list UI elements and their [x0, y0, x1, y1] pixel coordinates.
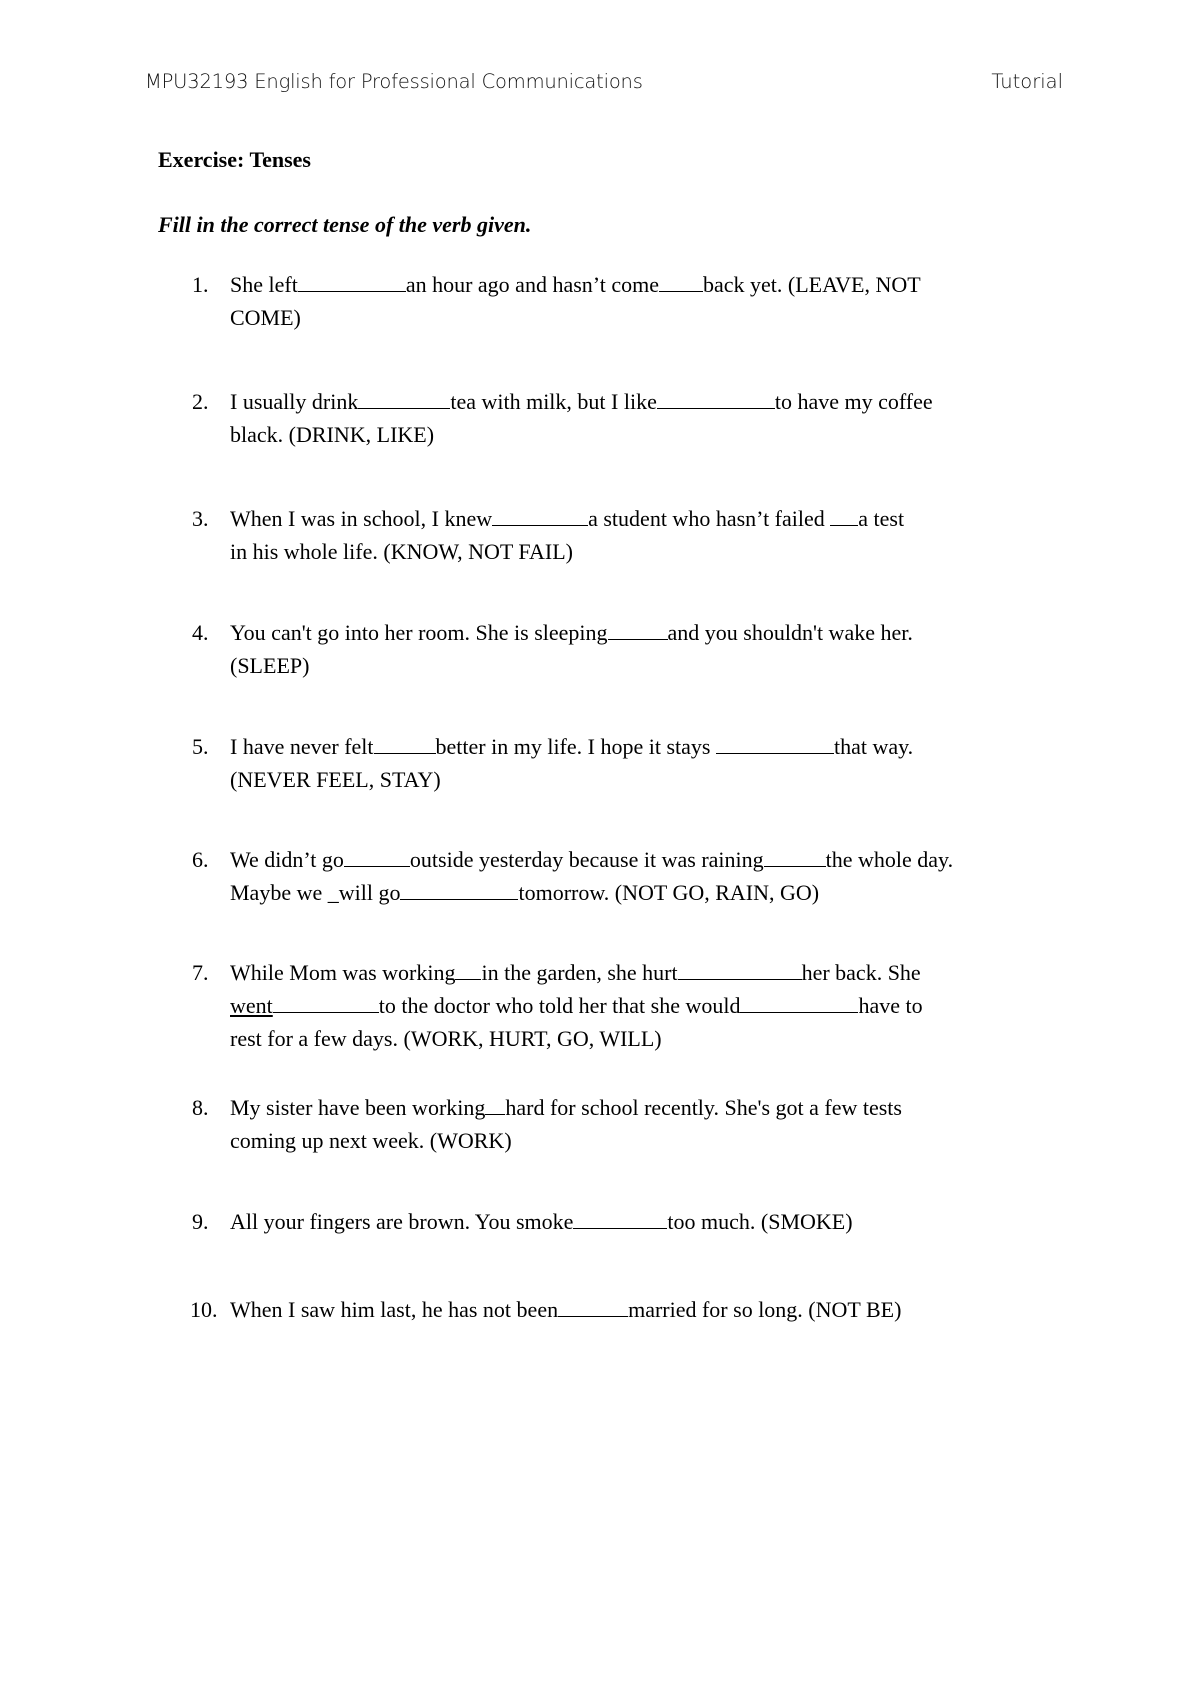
question-text [230, 616, 1060, 682]
question-text-segment: COME) [230, 305, 301, 330]
question-text-segment: (SLEEP) [230, 653, 310, 678]
question-text [230, 268, 1060, 334]
question-text-segment: the whole day. [825, 847, 954, 872]
question-text-segment: in his whole life. (KNOW, NOT FAIL) [230, 539, 573, 564]
question-text-segment: hard for school recently. She's got a few tests [505, 1095, 902, 1120]
question-text-segment: (NEVER FEEL, STAY) [230, 767, 441, 792]
question-text-segment: have to [858, 993, 923, 1018]
question-text-segment: While Mom was working [230, 960, 456, 985]
answer-blank[interactable] [273, 992, 379, 1013]
answer-blank[interactable] [558, 1296, 628, 1317]
answer-blank[interactable] [830, 505, 858, 526]
answer-blank[interactable] [573, 1208, 667, 1229]
question-number: 9. [192, 1209, 209, 1234]
exercise-instruction: Fill in the correct tense of the verb given. [158, 212, 532, 237]
question-text-segment: tomorrow. (NOT GO, RAIN, GO) [518, 880, 820, 905]
header-label: Tutorial [991, 70, 1063, 93]
question-text-segment: Maybe we _will go [230, 880, 401, 905]
answer-blank[interactable] [374, 733, 436, 754]
question-text-segment: back yet. (LEAVE, NOT [702, 272, 921, 297]
question-text-segment: tea with milk, but I like [450, 389, 657, 414]
answer-blank[interactable] [358, 388, 450, 409]
question-text-segment: You can't go into her room. She is sleeping [230, 620, 608, 645]
question-number: 4. [192, 620, 209, 645]
question-text-segment: a student who hasn’t failed [588, 506, 831, 531]
question-number: 7. [192, 960, 209, 985]
answer-blank[interactable] [298, 271, 406, 292]
question-text-segment: rest for a few days. (WORK, HURT, GO, WILL) [230, 1026, 662, 1051]
answer-text: went [230, 993, 273, 1018]
question-text [230, 385, 1060, 451]
question-text-segment: My sister have been working [230, 1095, 486, 1120]
question-text-segment: I have never felt [230, 734, 374, 759]
question-text [230, 730, 1060, 796]
question-number: 8. [192, 1095, 209, 1120]
question-text-segment: an hour ago and hasn’t come [405, 272, 659, 297]
answer-blank[interactable] [608, 619, 668, 640]
question-text-segment: I usually drink [230, 389, 359, 414]
question-text [230, 1205, 1060, 1238]
question-text-segment: to the doctor who told her that she would [378, 993, 741, 1018]
question-text-segment: We didn’t go [230, 847, 344, 872]
question-text-segment: to have my coffee [774, 389, 933, 414]
answer-blank[interactable] [678, 959, 802, 980]
answer-blank[interactable] [344, 846, 410, 867]
question-text [230, 502, 1060, 568]
question-text [230, 843, 1060, 909]
question-number: 1. [192, 272, 209, 297]
answer-blank[interactable] [764, 846, 826, 867]
answer-blank[interactable] [492, 505, 588, 526]
question-text [230, 956, 1060, 1055]
answer-blank[interactable] [485, 1094, 505, 1115]
question-number: 2. [192, 389, 209, 414]
question-text-segment: When I saw him last, he has not been [230, 1297, 559, 1322]
question-text-segment: that way. [833, 734, 914, 759]
question-text [230, 1293, 1060, 1326]
answer-blank[interactable] [657, 388, 775, 409]
answer-blank[interactable] [659, 271, 703, 292]
question-number: 3. [192, 506, 209, 531]
course-title: MPU32193 English for Professional Communications [145, 70, 643, 93]
question-number: 6. [192, 847, 209, 872]
exercise-title: Exercise: Tenses [158, 147, 311, 172]
question-text [230, 1091, 1060, 1157]
question-text-segment: her back. She [801, 960, 921, 985]
question-text-segment: When I was in school, I knew [230, 506, 493, 531]
answer-blank[interactable] [400, 879, 518, 900]
question-text-segment: in the garden, she hurt [481, 960, 678, 985]
question-text-segment: black. (DRINK, LIKE) [230, 422, 435, 447]
answer-blank[interactable] [455, 959, 481, 980]
question-text-segment: better in my life. I hope it stays [435, 734, 716, 759]
answer-blank[interactable] [740, 992, 858, 1013]
question-text-segment: All your fingers are brown. You smoke [230, 1209, 574, 1234]
question-text-segment: She left [230, 272, 298, 297]
answer-blank[interactable] [716, 733, 834, 754]
question-text-segment: married for so long. (NOT BE) [628, 1297, 902, 1322]
question-number: 5. [192, 734, 209, 759]
question-text-segment: too much. (SMOKE) [667, 1209, 853, 1234]
question-text-segment: coming up next week. (WORK) [230, 1128, 512, 1153]
question-number: 10. [190, 1297, 218, 1322]
question-text-segment: and you shouldn't wake her. [667, 620, 913, 645]
question-text-segment: outside yesterday because it was raining [409, 847, 764, 872]
question-text-segment: a test [858, 506, 905, 531]
